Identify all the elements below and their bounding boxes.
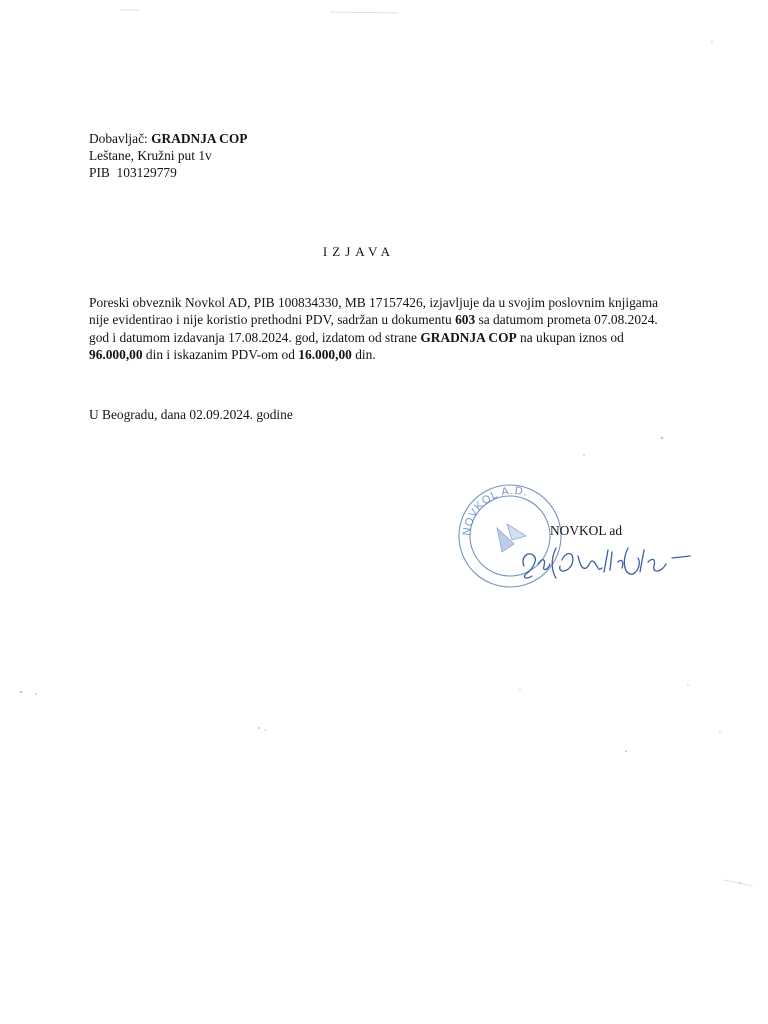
document-title: IZJAVA bbox=[322, 244, 396, 259]
supplier-address: Leštane, Kružni put 1v bbox=[89, 148, 212, 163]
signature-icon bbox=[523, 548, 690, 578]
supplier-pib bbox=[89, 164, 247, 181]
place-and-date: U Beogradu, dana 02.09.2024. godine bbox=[89, 407, 293, 422]
stamp-icon bbox=[459, 485, 561, 587]
document-number: 603 bbox=[455, 312, 476, 328]
statement-paragraph bbox=[89, 294, 679, 364]
supplier-name: GRADNJA COP bbox=[151, 131, 248, 146]
supplier-line bbox=[89, 130, 247, 147]
stamp-text: NOVKOL A.D. bbox=[460, 484, 530, 537]
statement-part-1: Poreski obveznik Novkol AD, PIB 100834330, MB 17157426, izjavljuje da u svojim poslovnim knjigama nije evidentirao i nije koristio prethodni PDV, sadržan u dokumentu bbox=[89, 295, 659, 328]
statement-part-3: na ukupan iznos od bbox=[516, 329, 624, 345]
supplier-label: Dobavljač: bbox=[89, 131, 148, 146]
supplier-pib-value: 103129779 bbox=[116, 165, 177, 180]
statement-part-2: sa datumom prometa 07.08.2024. god i datumom izdavanja 17.08.2024. god, izdatom od strane bbox=[89, 312, 658, 345]
supplier-block bbox=[89, 130, 247, 181]
total-amount: 96.000,00 bbox=[89, 347, 143, 363]
issuer-name: GRADNJA COP bbox=[420, 329, 517, 345]
signatory-company: NOVKOL ad bbox=[550, 523, 623, 538]
supplier-pib-label: PIB bbox=[89, 165, 110, 180]
statement-part-5: din. bbox=[351, 347, 376, 363]
vat-amount: 16.000,00 bbox=[298, 347, 352, 363]
statement-part-4: din i iskazanim PDV-om od bbox=[142, 347, 299, 363]
